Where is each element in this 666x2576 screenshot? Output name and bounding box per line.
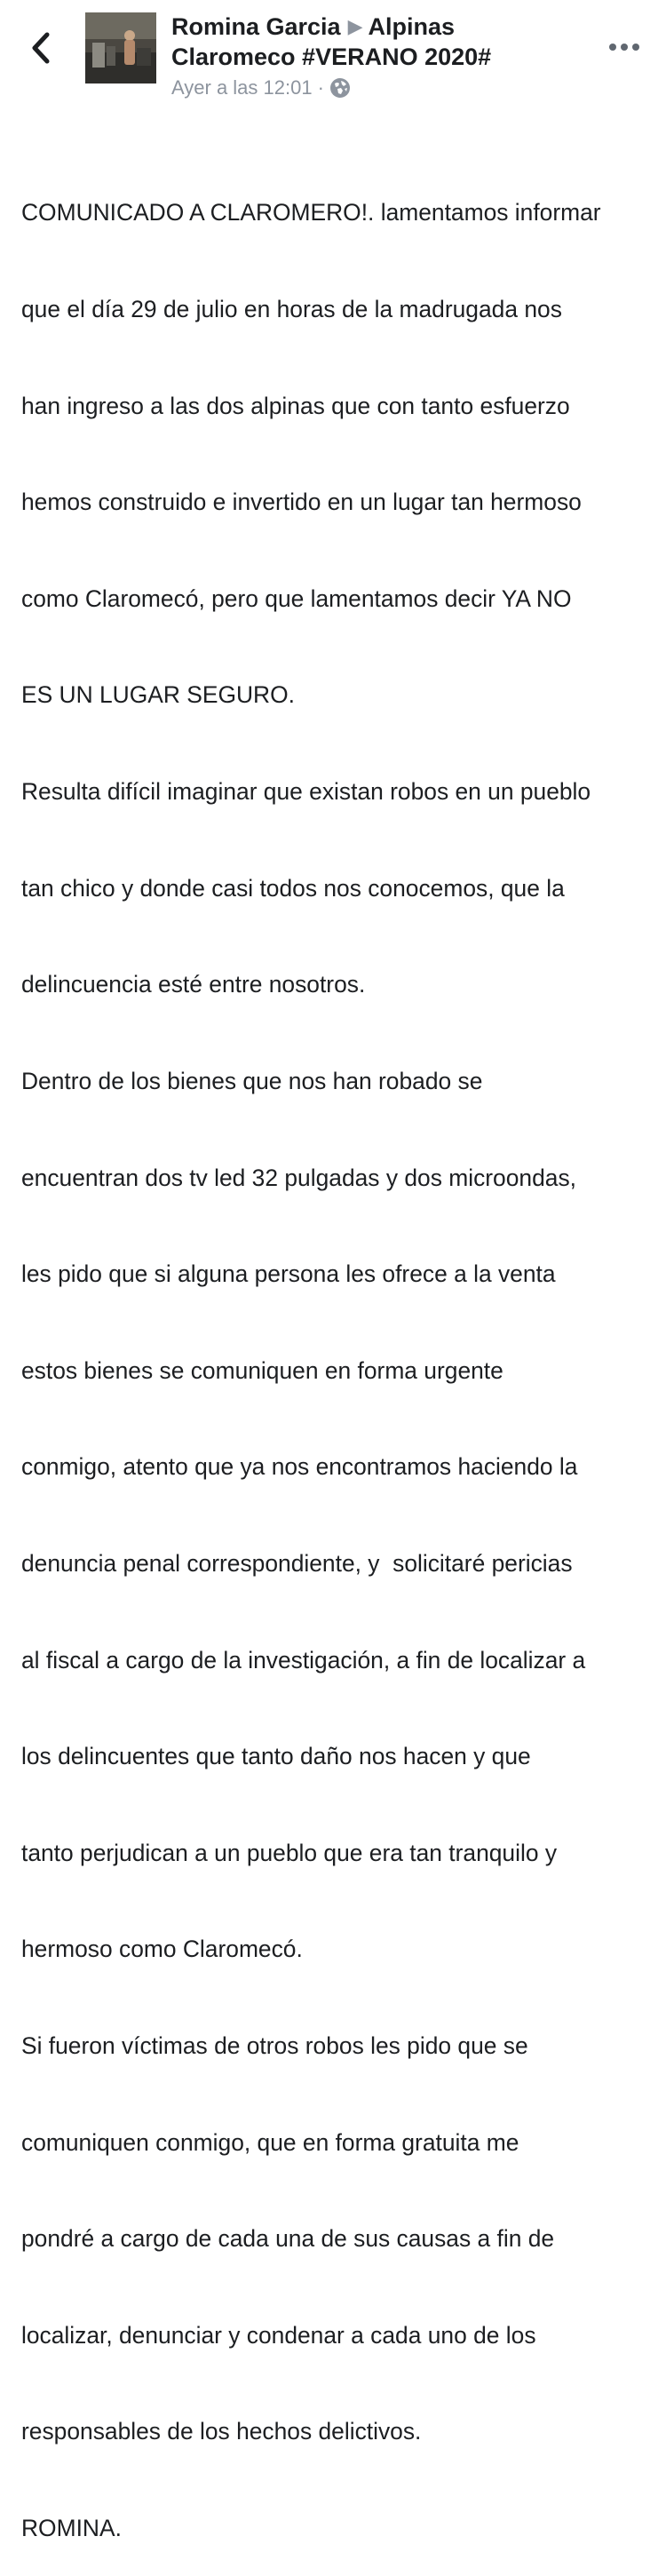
post-line: hemos construido e invertido en un lugar tan hermoso <box>21 489 582 516</box>
post-title <box>171 12 598 72</box>
author-line <box>171 12 598 43</box>
post-line: localizar, denunciar y condenar a cada uno de los <box>21 2321 536 2349</box>
more-dots-icon <box>608 43 640 52</box>
post-meta <box>171 76 351 99</box>
post-line: Dentro de los bienes que nos han robado se <box>21 1067 483 1094</box>
post-line: hermoso como Claromecó. <box>21 1936 303 1963</box>
post-line: les pido que si alguna persona les ofrece a la venta <box>21 1260 556 1288</box>
post-line: comuniquen conmigo, que en forma gratuita me <box>21 2128 519 2156</box>
post-line: Resulta difícil imaginar que existan robos en un pueblo <box>21 778 591 806</box>
post-line: COMUNICADO A CLAROMERO!. lamentamos informar <box>21 199 601 227</box>
post-line: denuncia penal correspondiente, y solicitaré pericias <box>21 1549 573 1577</box>
post-line: que el día 29 de julio en horas de la madrugada nos <box>21 296 562 323</box>
post-line: Si fueron víctimas de otros robos les pido que se <box>21 2031 528 2059</box>
meta-separator: · <box>317 76 324 99</box>
post-line: ES UN LUGAR SEGURO. <box>21 681 295 709</box>
post-line: al fiscal a cargo de la investigación, a fin de localizar a <box>21 1646 586 1674</box>
post-body <box>21 132 654 2576</box>
post-line: delincuencia esté entre nosotros. <box>21 971 366 998</box>
triangle-right-icon: ▶ <box>347 15 363 37</box>
avatar-photo <box>85 12 156 83</box>
globe-icon <box>329 77 351 99</box>
group-name-part1[interactable]: Alpinas <box>368 13 456 40</box>
post-line: conmigo, atento que ya nos encontramos haciendo la <box>21 1453 578 1481</box>
post-line: los delincuentes que tanto daño nos hacen y que <box>21 1743 531 1770</box>
back-button[interactable] <box>20 27 62 69</box>
group-name-part2[interactable]: Claromeco #VERANO 2020# <box>171 44 492 70</box>
post-line: tan chico y donde casi todos nos conocemos, que la <box>21 874 565 902</box>
post-line: han ingreso a las dos alpinas que con tanto esfuerzo <box>21 392 570 419</box>
more-options-button[interactable] <box>604 34 645 60</box>
post-timestamp[interactable]: Ayer a las 12:01 <box>171 76 313 99</box>
post-line: pondré a cargo de cada una de sus causas a fin de <box>21 2225 555 2253</box>
post-line: estos bienes se comuniquen en forma urgente <box>21 1356 503 1384</box>
post-line: encuentran dos tv led 32 pulgadas y dos microondas, <box>21 1164 576 1191</box>
post-line: tanto perjudican a un pueblo que era tan tranquilo y <box>21 1839 558 1866</box>
author-name[interactable]: Romina Garcia <box>171 13 341 40</box>
post-line: responsables de los hechos delictivos. <box>21 2418 422 2445</box>
avatar[interactable] <box>85 12 156 83</box>
post-header <box>0 0 666 115</box>
post-line: ROMINA. <box>21 2515 122 2542</box>
chevron-left-icon <box>29 30 52 66</box>
post-line: como Claromecó, pero que lamentamos decir YA NO <box>21 584 572 612</box>
